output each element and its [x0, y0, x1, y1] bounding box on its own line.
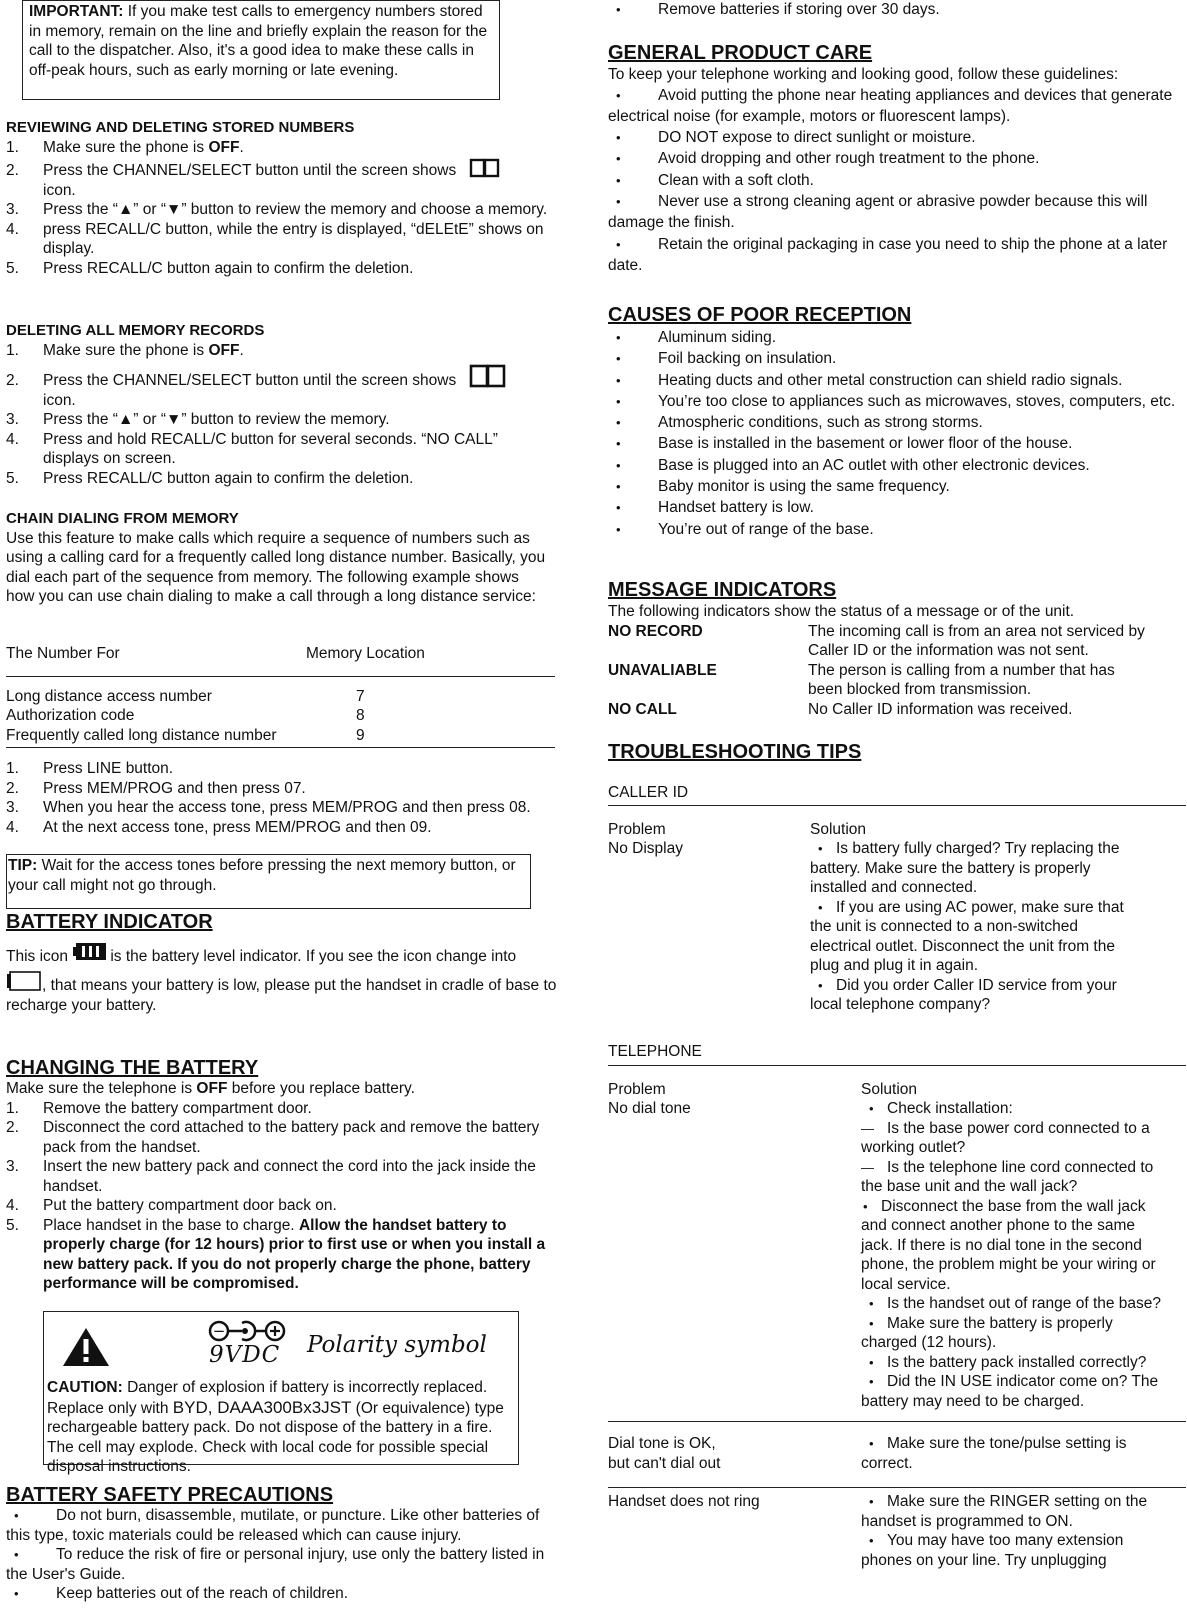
list-item: — Is the base power cord connected to a working outlet?: [861, 1119, 1150, 1156]
list-item: • Is the handset out of range of the base?: [869, 1295, 1162, 1312]
tip-label: TIP:: [8, 857, 38, 874]
list-item: 5. Press RECALL/C button again to confirm the deletion.: [6, 259, 414, 277]
table-row: Frequently called long distance number 9: [6, 726, 555, 748]
voltage-label: 9VDC: [209, 1342, 281, 1368]
table-row: NO RECORD The incoming call is from an area not serviced by Caller ID or the information was not sent.: [608, 622, 1145, 659]
list-item: • Avoid putting the phone near heating appliances and devices that generate electrical noise (for example, motors or fluorescent lamps).: [608, 86, 1173, 125]
telephone-section: TELEPHONE Problem Solution No dial tone • Check installation: — Is the base power cord connected to a working outlet? — Is the telephone line cord connected to the base unit and the wall jack? • Disconnect the base from the wall jack and connect another phone to the same jack. If there is no dial tone in the second phone, the problem might be your wiring or local service. • Is the handset out of range of the base? • Make sure the battery is properly charged (12 hours). • Is the battery pack installed correctly? • Did the IN USE indicator come on? The battery may need to be charged. Dial tone is OK, but can't dial out • Make sure the tone/pulse setting is correct. Handset does not ring • Make sure the RINGER setting on the handset is programmed to ON. • You may have too many extension phones on your line. Try unplugging: [608, 1042, 1186, 1570]
table-row: Authorization code 8: [6, 707, 365, 724]
list-item: • Base is plugged into an AC outlet with other electronic devices.: [616, 456, 1090, 474]
list-item: • Base is installed in the basement or lower floor of the house.: [616, 435, 1073, 453]
list-item: • Foil backing on insulation.: [616, 350, 837, 368]
chain-intro: Use this feature to make calls which require a sequence of numbers such as using a calling card for a frequently called long distance number. Basically, you dial each part of the sequence from memory. The following example shows how you can use chain dialing to make a call through a long distance service:: [6, 529, 546, 605]
list-item: • Make sure the battery is properly charged (12 hours).: [861, 1314, 1113, 1351]
list-item: • Avoid dropping and other rough treatment to the phone.: [616, 150, 1040, 168]
table-row: Dial tone is OK, but can't dial out • Make sure the tone/pulse setting is correct.: [608, 1422, 1186, 1488]
list-item: • Aluminum siding.: [616, 329, 777, 346]
list-item: • You’re too close to appliances such as microwaves, stoves, computers, etc.: [616, 392, 1176, 410]
list-item: • Never use a strong cleaning agent or abrasive powder because this will damage the finish.: [608, 192, 1148, 232]
changing-section: CHANGING THE BATTERY Make sure the telephone is OFF before you replace battery. 1. Remove the battery compartment door. 2. Disconnect the cord attached to the battery pack and remove the battery pack from the handset. 3. Insert the new battery pack and connect the cord into the jack inside the handset. 4. Put the battery compartment door back on. 5. Place handset in the base to charge. Allow the handset battery to properly charge (for 12 hours) prior to first use or when you install a new battery pack. If you do not properly charge the phone, battery performance will be compromised.: [6, 1057, 555, 1294]
list-item: • Baby monitor is using the same frequency.: [616, 478, 950, 496]
list-item: • To reduce the risk of fire or personal injury, use only the battery listed in the User's Guide.: [6, 1546, 545, 1583]
list-item: 4. At the next access tone, press MEM/PROG and then 09.: [6, 818, 432, 836]
list-item: 3. When you hear the access tone, press MEM/PROG and then press 08.: [6, 799, 531, 816]
list-item: • DO NOT expose to direct sunlight or moisture.: [616, 129, 976, 147]
reviewing-section: [6, 118, 551, 278]
deleting-title: DELETING ALL MEMORY RECORDS: [6, 322, 265, 339]
deleting-section: [6, 321, 551, 488]
caution-label: CAUTION:: [47, 1379, 123, 1396]
table-row: NO CALL No Caller ID information was received.: [608, 700, 1073, 718]
phonebook-icon: [469, 157, 503, 179]
troubleshooting-title: TROUBLESHOOTING TIPS: [608, 741, 862, 763]
tip-text: Wait for the access tones before pressing the next memory button, or your call might not go through.: [8, 857, 516, 894]
messages-title: MESSAGE INDICATORS: [608, 579, 837, 601]
list-item: 1. Remove the battery compartment door.: [6, 1099, 312, 1117]
svg-text:−: −: [212, 1322, 226, 1340]
list-item: 1. Make sure the phone is OFF.: [6, 341, 244, 359]
chain-section: [6, 509, 554, 607]
list-item: 1. Press LINE button.: [6, 760, 174, 777]
indicator-table: [608, 622, 1153, 720]
list-item: 5. Press RECALL/C button again to confirm the deletion.: [6, 469, 414, 487]
list-item: 4. Press and hold RECALL/C button for several seconds. “NO CALL” displays on screen.: [6, 430, 498, 467]
list-item: 2. Press the CHANNEL/SELECT button until the screen shows icon.: [6, 161, 551, 200]
tip-box: [6, 854, 531, 909]
phonebook-icon: [469, 363, 509, 389]
table-header: The Number For Memory Location: [6, 645, 425, 662]
callerid-section: CALLER ID Problem Solution No Display • Is battery fully charged? Try replacing the battery. Make sure the battery is properly installed and connected. • If you are using AC power, make sure that the unit is connected to a non-switched electrical outlet. Disconnect the unit from the plug and plug it in again. • Did you order Caller ID service from your local telephone company?: [608, 783, 1186, 1015]
messages-section: MESSAGE INDICATORS The following indicators show the status of a message or of the unit. NO RECORD The incoming call is from an area not serviced by Caller ID or the information was not sent. UNAVALIABLE The person is calling from a number that has been blocked from transmission. NO CALL No Caller ID information was received.: [608, 578, 1183, 719]
memory-table: [6, 644, 555, 748]
list-item: 2. Press MEM/PROG and then press 07.: [6, 779, 306, 797]
table-row: UNAVALIABLE The person is calling from a number that has been blocked from transmission.: [608, 661, 1115, 698]
telephone-table: [608, 1080, 1186, 1571]
list-item: • You may have too many extension phones on your line. Try unplugging: [861, 1532, 1124, 1569]
table-row: No Display • Is battery fully charged? Try replacing the battery. Make sure the battery is properly installed and connected. • If you are using AC power, make sure that the unit is connected to a non-switched electrical outlet. Disconnect the unit from the plug and plug it in again. • Did you order Caller ID service from your local telephone company?: [608, 839, 1168, 1015]
reviewing-title: REVIEWING AND DELETING STORED NUMBERS: [6, 119, 355, 136]
list-item: • Handset battery is low.: [616, 499, 814, 517]
table-header: Problem Solution: [608, 820, 867, 838]
list-item: • Did you order Caller ID service from your local telephone company?: [810, 976, 1117, 1013]
list-item: • Retain the original packaging in case you need to ship the phone at a later date.: [608, 235, 1168, 274]
list-item: 2. Disconnect the cord attached to the battery pack and remove the battery pack from the handset.: [6, 1119, 540, 1156]
list-item: • Keep batteries out of the reach of children.: [14, 1585, 349, 1602]
battery-model: BYD, DAAA300Bx3JST: [172, 1397, 352, 1417]
list-item: 2. Press the CHANNEL/SELECT button until the screen shows icon.: [6, 371, 551, 410]
table-row: Long distance access number 7: [6, 676, 555, 706]
list-item: • Disconnect the base from the wall jack and connect another phone to the same jack. If there is no dial tone in the second phone, the problem might be your wiring or local service.: [861, 1197, 1156, 1293]
important-notice: [22, 0, 500, 100]
list-item: • If you are using AC power, make sure that the unit is connected to a non-switched electrical outlet. Disconnect the unit from the plug and plug it in again.: [810, 898, 1124, 974]
changing-title: CHANGING THE BATTERY: [6, 1057, 259, 1079]
battery-indicator-section: BATTERY INDICATOR This icon is the battery level indicator. If you see the icon change into , that means your battery is low, please put the handset in cradle of base to recharge your battery.: [6, 910, 561, 1015]
list-item: • Check installation:: [869, 1100, 1013, 1117]
caution-box: − 9VDC Polarity symbol CAUTION: Danger of explosion if battery is incorrectly replaced. Replace only with BYD, DAAA300Bx3JST (Or equivalence) type rechargeable battery pack. Do not dispose of the battery in a fire. The cell may explode. Check with local code for possible special disposal instructions.: [43, 1311, 519, 1465]
chain-steps: [6, 759, 551, 837]
important-text: If you make test calls to emergency numbers stored in memory, remain on the line and briefly explain the reason for the call to the dispatcher. Also, it's a good idea to make these calls in off-peak hours, such as early morning or late evening.: [29, 3, 488, 79]
list-item: • Did the IN USE indicator come on? The battery may need to be charged.: [861, 1373, 1159, 1410]
list-item: • Make sure the RINGER setting on the handset is programmed to ON.: [861, 1493, 1148, 1530]
important-label: IMPORTANT:: [29, 3, 124, 20]
list-item: • Heating ducts and other metal construction can shield radio signals.: [616, 371, 1123, 389]
list-item: 1. Make sure the phone is OFF.: [6, 138, 244, 156]
polarity-label: Polarity symbol: [307, 1332, 487, 1358]
list-item: • Do not burn, disassemble, mutilate, or puncture. Like other batteries of this type, toxic materials could be released which can cause injury.: [6, 1507, 540, 1544]
list-item: 3. Press the “▲” or “▼” button to review the memory and choose a memory.: [6, 201, 548, 218]
list-item: • You’re out of range of the base.: [616, 520, 874, 538]
list-item: 3. Press the “▲” or “▼” button to review the memory.: [6, 411, 390, 428]
chain-title: CHAIN DIALING FROM MEMORY: [6, 510, 239, 527]
battery-low-icon: [6, 969, 42, 993]
battery-full-icon: [72, 941, 110, 963]
list-item: 3. Insert the new battery pack and connect the cord into the jack inside the handset.: [6, 1158, 536, 1195]
reception-title: CAUSES OF POOR RECEPTION: [608, 304, 912, 326]
list-item: 5. Place handset in the base to charge. Allow the handset battery to properly charge (for 12 hours) prior to first use or when you install a new battery pack. If you do not properly charge the phone, battery performance will be compromised.: [6, 1216, 546, 1292]
list-item: • Atmospheric conditions, such as strong storms.: [616, 414, 983, 432]
list-item: • Clean with a soft cloth.: [616, 171, 814, 189]
table-row: No dial tone • Check installation: — Is the base power cord connected to a working outlet? — Is the telephone line cord connected to the base unit and the wall jack? • Disconnect the base from the wall jack and connect another phone to the same jack. If there is no dial tone in the second phone, the problem might be your wiring or local service. • Is the handset out of range of the base? • Make sure the battery is properly charged (12 hours). • Is the battery pack installed correctly? • Did the IN USE indicator come on? The battery may need to be charged.: [608, 1099, 1186, 1422]
list-item: — Is the telephone line cord connected to the base unit and the wall jack?: [861, 1158, 1154, 1195]
reception-section: [608, 303, 1183, 540]
safety-section: [6, 1484, 561, 1604]
battery-indicator-title: BATTERY INDICATOR: [6, 911, 213, 933]
warning-icon: [61, 1326, 111, 1368]
list-item: 4. press RECALL/C button, while the entry is displayed, “dELEtE” shows on display.: [6, 220, 544, 257]
list-item: • Is the battery pack installed correctly?: [869, 1353, 1147, 1371]
table-row: Handset does not ring • Make sure the RINGER setting on the handset is programmed to ON. • You may have too many extension phones on your line. Try unplugging: [608, 1488, 1186, 1571]
table-header: Problem Solution: [608, 1080, 918, 1098]
safety-title: BATTERY SAFETY PRECAUTIONS: [6, 1484, 334, 1506]
list-item: 4. Put the battery compartment door back on.: [6, 1197, 337, 1214]
list-item: • Remove batteries if storing over 30 days.: [616, 1, 940, 18]
care-section: GENERAL PRODUCT CARE To keep your telephone working and looking good, follow these guidelines: • Avoid putting the phone near heating appliances and devices that generate electrical noise (for example, motors or fluorescent lamps). • DO NOT expose to direct sunlight or moisture. • Avoid dropping and other rough treatment to the phone. • Clean with a soft cloth. • Never use a strong cleaning agent or abrasive powder because this will damage the finish. • Retain the original packaging in case you need to ship the phone at a later date.: [608, 41, 1183, 276]
list-item: • Is battery fully charged? Try replacing the battery. Make sure the battery is properly installed and connected.: [810, 840, 1120, 896]
callerid-table: [608, 820, 1168, 1015]
list-item: • Make sure the tone/pulse setting is correct.: [861, 1435, 1127, 1472]
care-title: GENERAL PRODUCT CARE: [608, 42, 873, 64]
